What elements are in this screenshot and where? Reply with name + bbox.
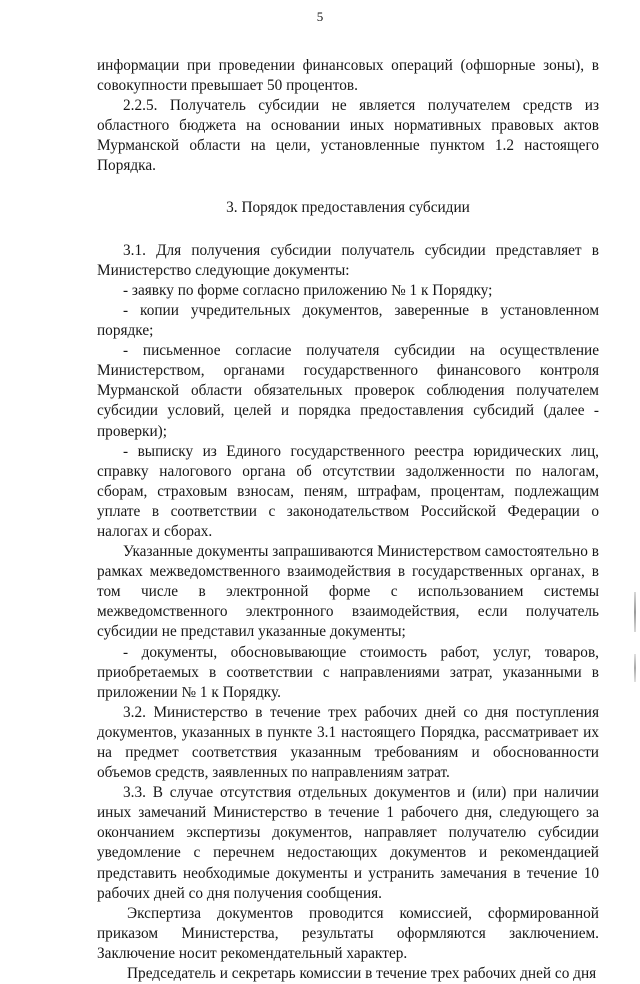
scan-edge-mark xyxy=(634,654,636,682)
paragraph-3-2: 3.2. Министерство в течение трех рабочих дней со дня поступления документов, указанных в пункте 3.1 настоящего Порядка, рассматривает их на предмет соответствия указанным требованиям и обоснованности объемов средств, заявленных по направлениям затрат. xyxy=(97,703,599,782)
list-item-application: - заявку по форме согласно приложению № 1 к Порядку; xyxy=(123,281,493,299)
list-item-founding-docs: - копии учредительных документов, заверенные в установленном порядке; xyxy=(97,301,599,340)
scan-edge-mark xyxy=(634,592,636,632)
paragraph-continuation: информации при проведении финансовых операций (офшорные зоны), в совокупности превышает 50 процентов. xyxy=(97,57,599,95)
paragraph-2-2-5: 2.2.5. Получатель субсидии не является получателем средств из областного бюджета на основании иных нормативных правовых актов Мурманской области на цели, установленные пунктом 1.2 настоящего Порядка. xyxy=(97,97,599,175)
list-item-consent: - письменное согласие получателя субсидии на осуществление Министерством, органами государственного финансового контроля Мурманской области обязательных проверок соблюдения получателем субсидии условий, целей и порядка предоставления субсидий (далее - проверки); xyxy=(97,342,599,440)
list-item-registry-extract: - выписку из Единого государственного реестра юридических лиц, справку налогового органа об отсутствии задолженности по налогам, сборам, страховым взносам, пеням, штрафам, процентам, подлежащим уплате в соответствии с законодательством Российской Федерации о налогах и сборах. xyxy=(97,442,599,540)
page-number: 5 xyxy=(316,9,324,24)
document-body xyxy=(97,56,599,984)
list-item-cost-documents: - документы, обосновывающие стоимость работ, услуг, товаров, приобретаемых в соответствии с направлениями затрат, указанными в приложении № 1 к Порядку. xyxy=(97,643,599,701)
paragraph-3-3: 3.3. В случае отсутствия отдельных документов и (или) при наличии иных замечаний Министерство в течение 1 рабочего дня, следующего за окончанием экспертизы документов, направляет получателю субсидии уведомление с перечнем недостающих документов и рекомендацией представить необходимые документы и устранить замечания в течение 10 рабочих дней со дня получения сообщения. xyxy=(97,784,599,902)
paragraph-documents-request: Указанные документы запрашиваются Министерством самостоятельно в рамках межведомственного взаимодействия в государственных органах, в том числе в электронной форме с использованием системы межведомственного электронного взаимодействия, если получатель субсидии не представил указанные документы; xyxy=(97,543,599,641)
section-title: 3. Порядок предоставления субсидии xyxy=(226,198,470,216)
paragraph-3-1: 3.1. Для получения субсидии получатель субсидии представляет в Министерство следующие документы: xyxy=(97,241,599,279)
paragraph-expertise: Экспертиза документов проводится комиссией, сформированной приказом Министерства, результаты оформляются заключением. Заключение носит рекомендательный характер. xyxy=(97,904,599,962)
paragraph-commission-chair: Председатель и секретарь комиссии в течение трех рабочих дней со дня xyxy=(127,965,597,983)
